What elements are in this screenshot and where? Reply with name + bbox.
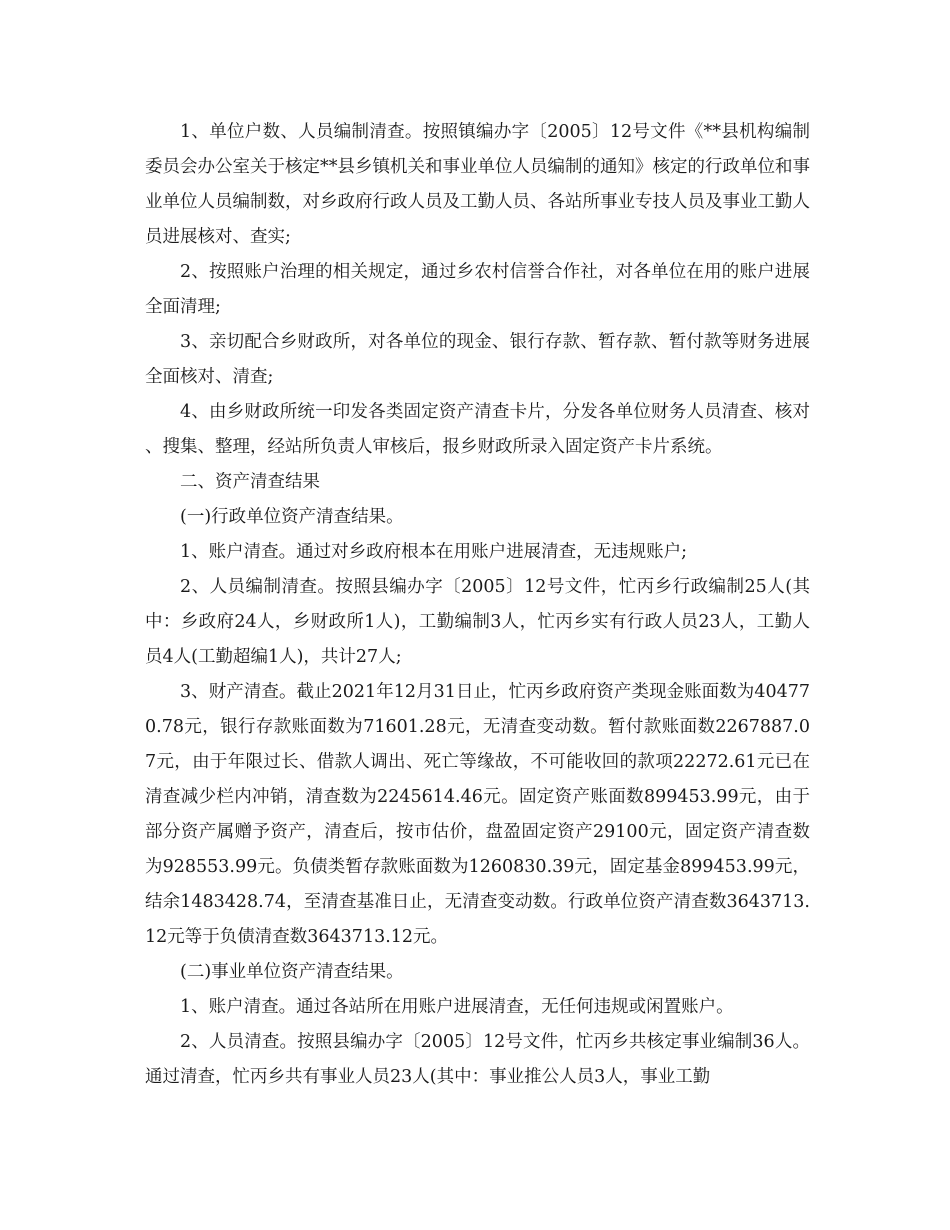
document-body (145, 115, 810, 1095)
subsection-heading-admin-units: (一)行政单位资产清查结果。 (180, 507, 404, 527)
paragraph-institution-account-check: 1、账户清查。通过各站所在用账户进展清查，无任何违规或闲置账户。 (180, 997, 734, 1017)
paragraph-admin-property-check: 3、财产清查。截止2021年12月31日止，忙丙乡政府资产类现金账面数为404770.78元，银行存款账面数为71601.28元，无清查变动数。暂付款账面数2267887.07元，由于年限过长、借款人调出、死亡等缘故，不可能收回的款项22272.61元已在清查减少栏内冲销，清查数为2245614.46元。固定资产账面数899453.99元，由于部分资产属赠予资产，清查后，按市估价，盘盈固定资产29100元，固定资产清查数为928553.99元。负债类暂存款账面数为1260830.39元，固定基金899453.99元，结余1483428.74，至清查基准日止，无清查变动数。行政单位资产清查数3643713.12元等于负债清查数3643713.12元。 (145, 682, 810, 947)
section-heading-results: 二、资产清查结果 (180, 472, 320, 492)
subsection-heading-public-institutions: (二)事业单位资产清查结果。 (180, 962, 404, 982)
paragraph-institution-staff-check: 2、人员清查。按照县编办字〔2005〕12号文件，忙丙乡共核定事业编制36人。通过清查，忙丙乡共有事业人员23人(其中：事业推公人员3人，事业工勤 (145, 1032, 810, 1087)
paragraph-unit-staffing-check: 1、单位户数、人员编制清查。按照镇编办字〔2005〕12号文件《**县机构编制委员会办公室关于核定**县乡镇机关和事业单位人员编制的通知》核定的行政单位和事业单位人员编制数，对乡政府行政人员及工勤人员、各站所事业专技人员及事业工勤人员进展核对、查实; (145, 122, 810, 247)
paragraph-finance-verification: 3、亲切配合乡财政所，对各单位的现金、银行存款、暂存款、暂付款等财务进展全面核对、清查; (145, 332, 810, 387)
paragraph-fixed-asset-cards: 4、由乡财政所统一印发各类固定资产清查卡片，分发各单位财务人员清查、核对、搜集、整理，经站所负责人审核后，报乡财政所录入固定资产卡片系统。 (145, 402, 810, 457)
paragraph-admin-account-check: 1、账户清查。通过对乡政府根本在用账户进展清查，无违规账户; (180, 542, 688, 562)
paragraph-admin-staffing-check: 2、人员编制清查。按照县编办字〔2005〕12号文件，忙丙乡行政编制25人(其中：乡政府24人，乡财政所1人)，工勤编制3人，忙丙乡实有行政人员23人，工勤人员4人(工勤超编1人)，共计27人; (145, 577, 810, 667)
paragraph-account-cleanup: 2、按照账户治理的相关规定，通过乡农村信誉合作社，对各单位在用的账户进展全面清理; (145, 262, 810, 317)
